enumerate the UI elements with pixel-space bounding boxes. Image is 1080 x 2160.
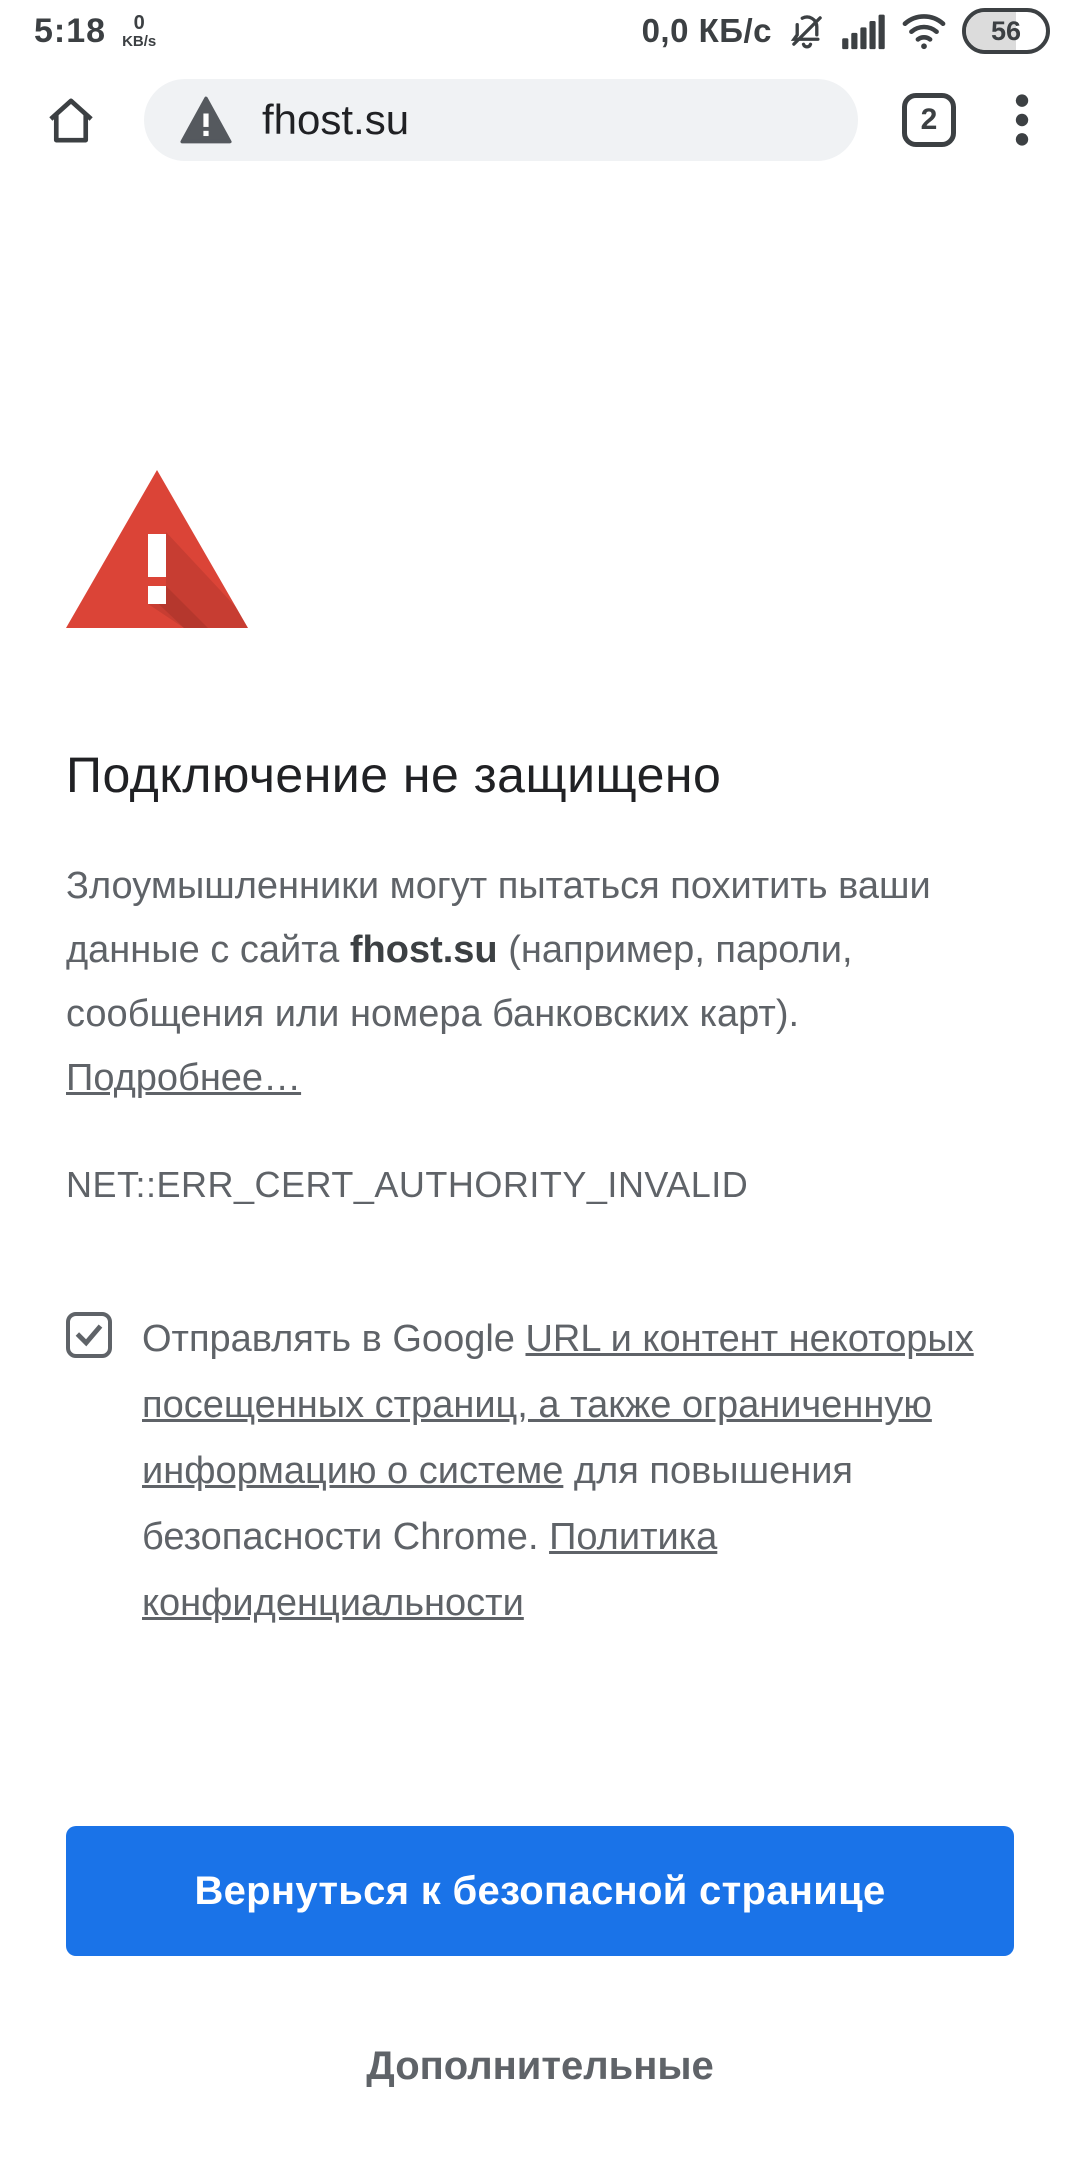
wifi-icon — [900, 10, 948, 52]
browser-toolbar — [0, 56, 1080, 184]
url-text: fhost.su — [262, 96, 410, 143]
battery-indicator: 56 — [962, 8, 1050, 54]
back-to-safety-button[interactable]: Вернуться к безопасной странице — [66, 1826, 1014, 1956]
warning-triangle-icon — [66, 470, 248, 628]
domain-name: fhost.su — [349, 929, 498, 971]
tab-count: 2 — [920, 103, 938, 136]
report-settings-row — [66, 1306, 1014, 1636]
report-middle: для повышения безопасности Chrome. — [142, 1450, 854, 1558]
report-prefix: Отправлять в Google — [142, 1318, 526, 1360]
report-data-link[interactable]: URL и контент некоторых посещенных страниц, а также ограниченную информацию о системе — [142, 1318, 974, 1492]
tab-switcher-button[interactable] — [902, 93, 956, 147]
three-dot-menu-icon — [998, 89, 1046, 151]
ssl-error-page — [0, 470, 1080, 2089]
status-bar — [0, 0, 1080, 56]
description-prefix: Злоумышленники могут пытаться похитить ваши данные с сайта — [66, 865, 931, 971]
error-code: NET::ERR_CERT_AUTHORITY_INVALID — [66, 1164, 749, 1205]
error-description — [66, 854, 1014, 1110]
checkmark-icon — [72, 1318, 106, 1352]
report-label — [142, 1306, 1014, 1636]
url-bar[interactable] — [144, 79, 858, 161]
security-warning-icon — [180, 96, 232, 144]
description-suffix: (например, пароли, сообщения или номера банковских карт). — [66, 929, 853, 1035]
privacy-policy-link[interactable]: Политика конфиденциальности — [142, 1516, 718, 1624]
advanced-button[interactable]: Дополнительные — [366, 2044, 714, 2088]
cellular-signal-icon — [842, 11, 886, 51]
page-title: Подключение не защищено — [66, 747, 722, 803]
report-checkbox[interactable] — [66, 1312, 112, 1358]
data-rate-text: 0,0 КБ/с — [641, 12, 772, 49]
network-speed-indicator: 0 KB/s — [122, 12, 157, 50]
home-button[interactable] — [40, 89, 102, 151]
learn-more-link[interactable]: Подробнее… — [66, 1057, 302, 1099]
menu-button[interactable] — [998, 89, 1046, 151]
home-icon — [40, 89, 102, 151]
clock: 5:18 — [34, 11, 107, 50]
notifications-muted-icon — [786, 10, 828, 52]
